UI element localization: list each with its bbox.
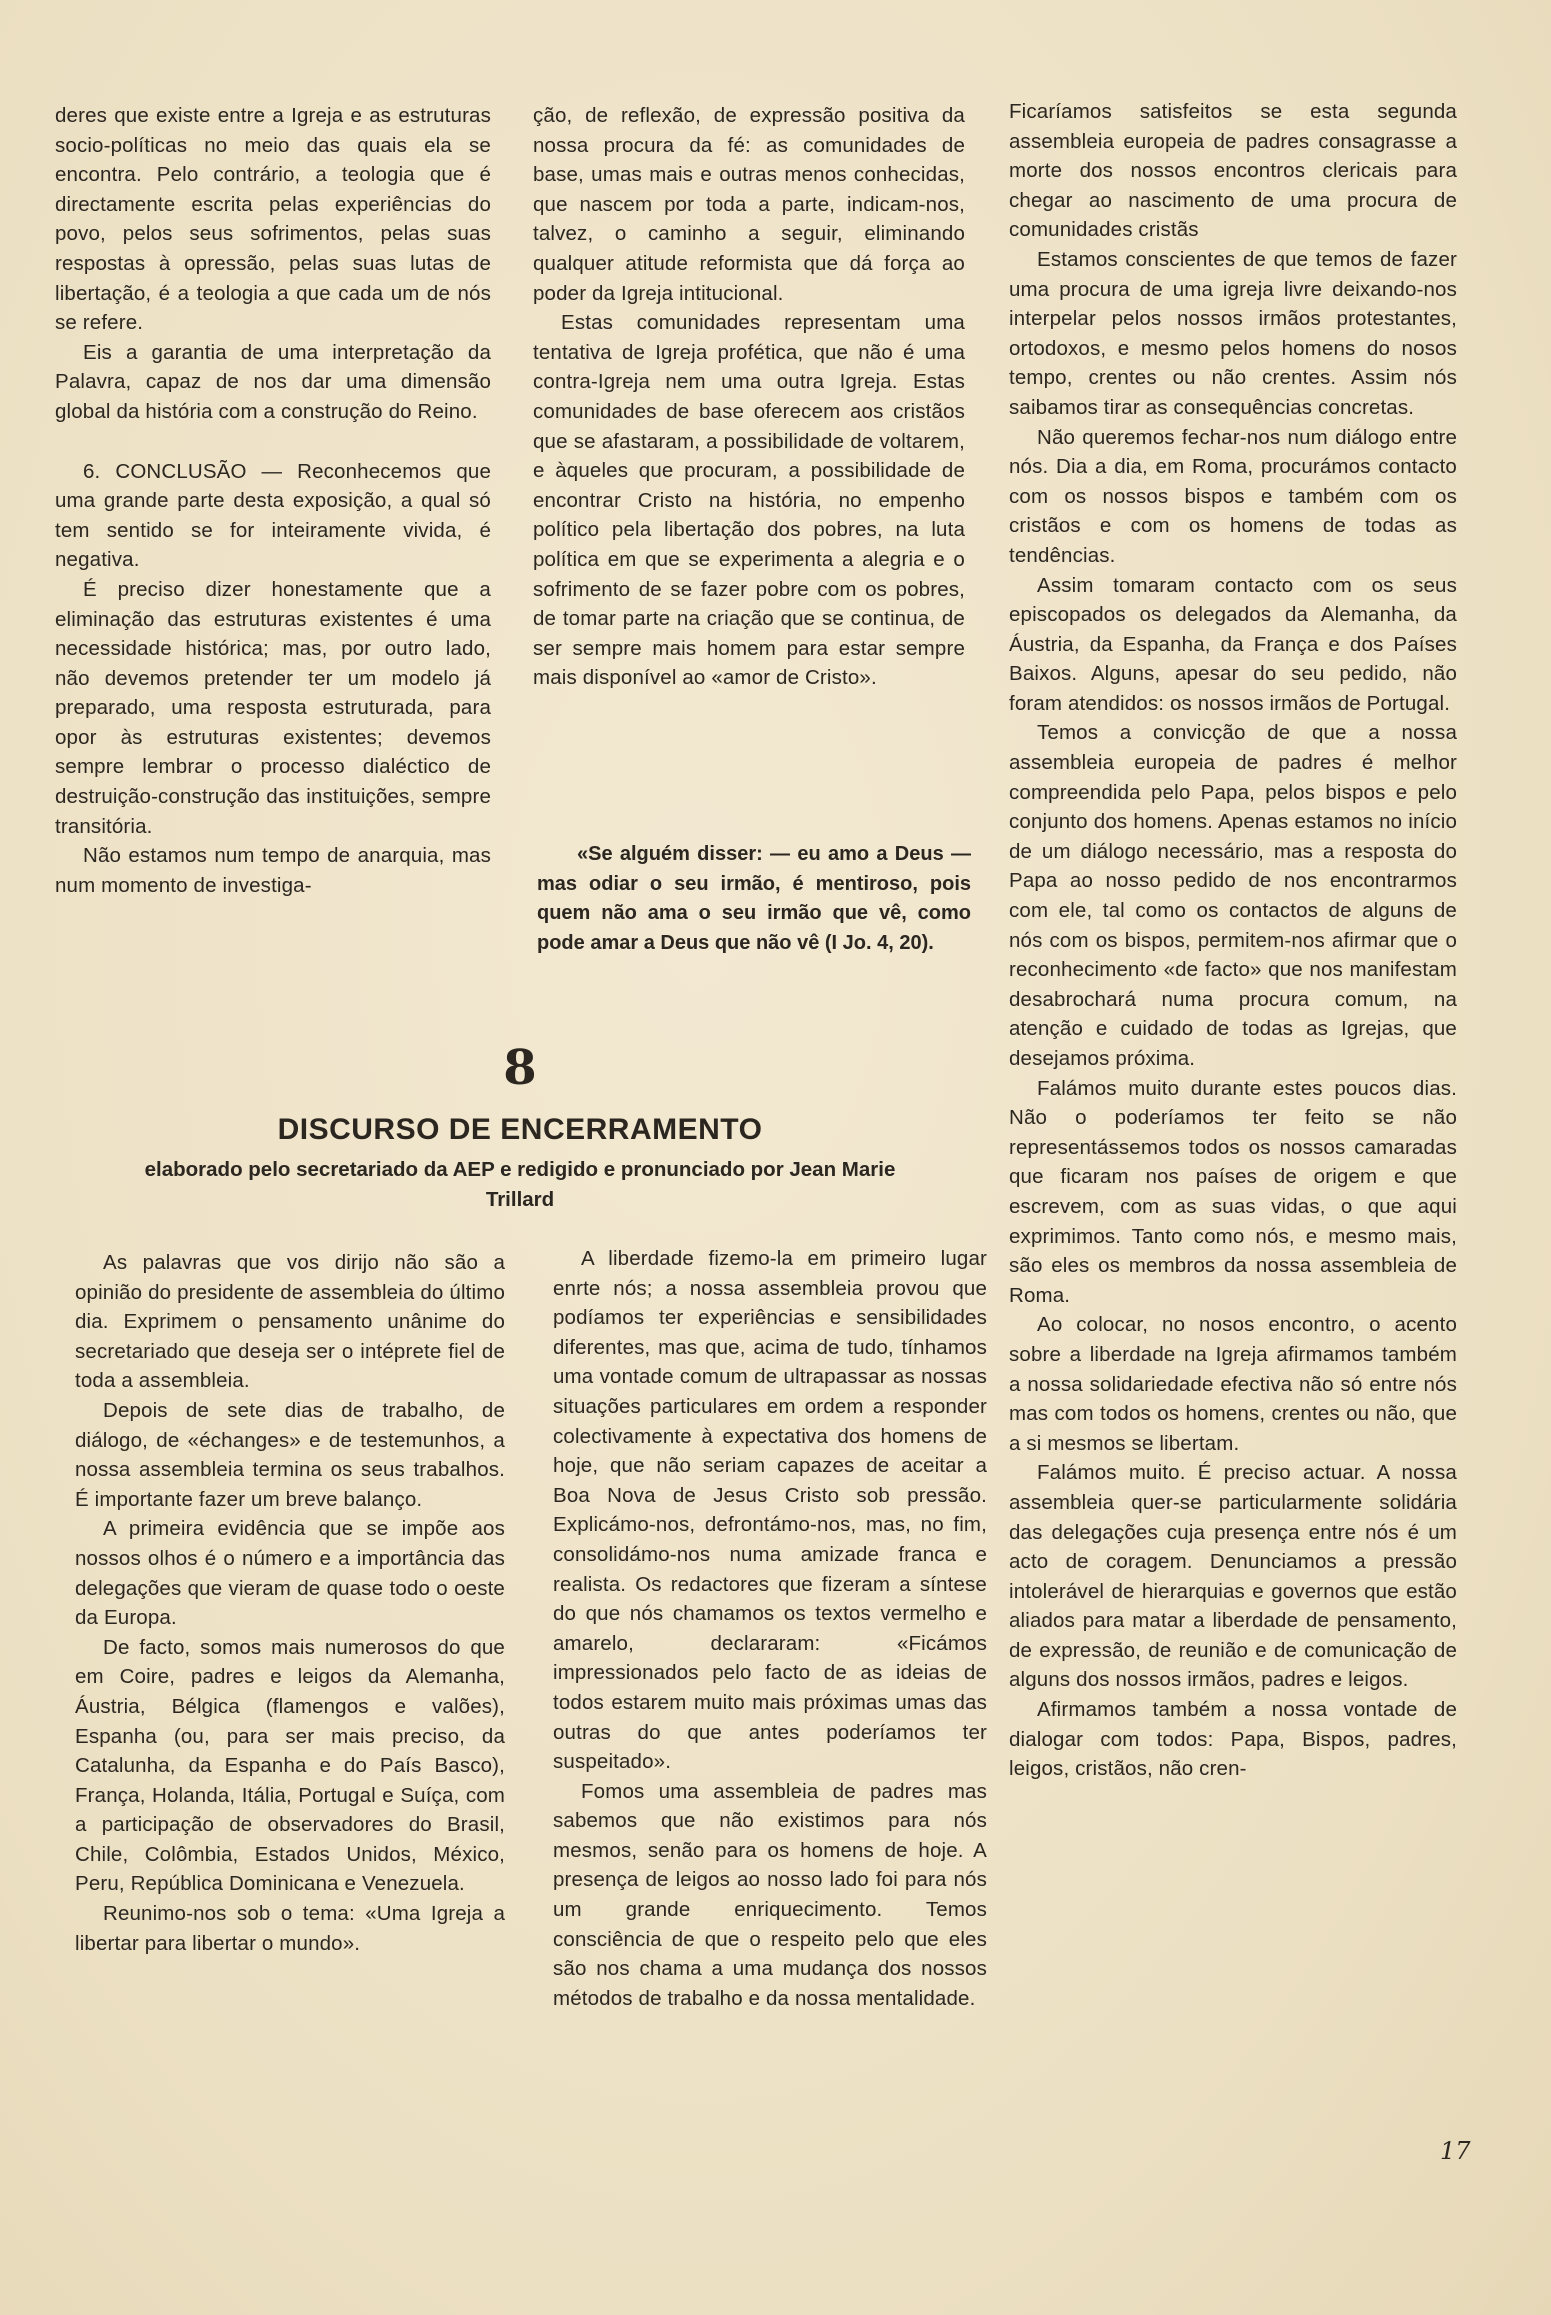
- paragraph: Ficaríamos satisfeitos se esta segunda assembleia europeia de padres consagrasse a morte dos nossos encontros clericais para chegar ao nascimento de uma procura de comunidades cristãs: [1009, 100, 1457, 242]
- conclusion-paragraph: 6. CONCLUSÃO — Reconhecemos que uma grande parte desta exposição, a qual só tem sentido se for inteiramente vivida, é negativa.: [55, 459, 491, 572]
- section-number: 8: [503, 1040, 537, 1096]
- paragraph: Assim tomaram contacto com os seus episcopados os delegados da Alemanha, da Áustria, da Espanha, da França e dos Países Baixos. Alguns, apesar do seu pedido, não foram atendidos: os nossos irmãos de Portugal.: [1009, 573, 1457, 715]
- paragraph: Temos a convicção de que a nossa assembleia europeia de padres é melhor compreendida pelo Papa, pelos bispos e pelo conjunto dos homens. Apenas estamos no início de um diálogo necessário, mas a resposta do Papa ao nosso pedido de nos encontrarmos com ele, tal como os contactos de alguns de nós com os bispos, permitem-nos afirmar que o reconhecimento «de facto» que nos manifestam desabrochará numa procura comum, na atenção e cuidado de todas as Igrejas, que desejamos próxima.: [1009, 721, 1457, 1070]
- paragraph: De facto, somos mais numerosos do que em Coire, padres e leigos da Alemanha, Áustria, Bélgica (flamengos e valões), Espanha (ou, para ser mais preciso, da Catalunha, da Espanha e do País Basco), França, Holanda, Itália, Portugal e Suíça, com a participação de observadores do Brasil, Chile, Colômbia, Estados Unidos, México, Peru, República Dominicana e Venezuela.: [75, 1635, 505, 1896]
- top-column-left: [55, 101, 491, 900]
- paragraph: A liberdade fizemo-la em primeiro lugar enrte nós; a nossa assembleia provou que podíamos ter experiências e sensibilidades diferentes, mas que, acima de tudo, tínhamos uma vontade comum de ultrapassar as nossas situações particulares em ordem a responder colectivamente à expectativa dos homens de hoje, que não seriam capazes de aceitar a Boa Nova de Jesus Cristo sob pressão. Explicámo-nos, defrontámo-nos, mas, no fim, consolidámo-nos numa amizade franca e realista. Os redactores que fizeram a síntese do que nós chamamos os textos vermelho e amarelo, declararam: «Ficámos impressionados pelo facto de as ideias de todos estarem muito mais próximas umas das outras do que antes poderíamos ter suspeitado».: [553, 1247, 987, 1774]
- paragraph: Estamos conscientes de que temos de fazer uma procura de uma igreja livre deixando-nos interpelar pelos nossos irmãos protestantes, ortodoxos, e mesmo pelos homens do nosos tempo, crentes ou não crentes. Assim nós saibamos tirar as consequências concretas.: [1009, 247, 1457, 419]
- paragraph: A primeira evidência que se impõe aos nossos olhos é o número e a importância das delegações que vieram de quase todo o oeste da Europa.: [75, 1517, 505, 1630]
- paragraph: Afirmamos também a nossa vontade de dialogar com todos: Papa, Bispos, padres, leigos, cristãos, não cren-: [1009, 1698, 1457, 1781]
- paragraph: Falámos muito durante estes poucos dias. Não o poderíamos ter feito se não representássemos todos os nossos camaradas que ficaram nos países de origem e que escrevem, com as suas vidas, o que aqui exprimimos. Tanto como nós, e mesmo mais, são eles os membros da nossa assembleia de Roma.: [1009, 1076, 1457, 1307]
- bible-quote: «Se alguém disser: — eu amo a Deus — mas odiar o seu irmão, é mentiroso, pois quem não ama o seu irmão que vê, como pode amar a Deus que não vê (I Jo. 4, 20).: [537, 843, 971, 954]
- paragraph: Falámos muito. É preciso actuar. A nossa assembleia quer-se particularmente solidária das delegações cuja presença entre nós é um acto de coragem. Denunciamos a pressão intolerável de hierarquias e governos que estão aliados para matar a liberdade de pensamento, de expressão, de reunião e de comunicação de alguns dos nossos irmãos, padres e leigos.: [1009, 1461, 1457, 1692]
- top-column-middle: [533, 101, 965, 693]
- paragraph: As palavras que vos dirijo não são a opinião do presidente de assembleia do último dia. Exprimem o pensamento unânime do secretariado que deseja ser o intéprete fiel de toda a assembleia.: [75, 1251, 505, 1393]
- paragraph: deres que existe entre a Igreja e as estruturas socio-políticas no meio das quais ela se encontra. Pelo contrário, a teologia que é directamente escrita pelas experiências do povo, pelos seus sofrimentos, pelas suas respostas à opressão, pelas suas lutas de libertação, é a teologia a que cada um de nós se refere.: [55, 104, 491, 335]
- paragraph: Depois de sete dias de trabalho, de diálogo, de «échanges» e de testemunhos, a nossa assembleia termina os seus trabalhos. É importante fazer um breve balanço.: [75, 1398, 505, 1511]
- paragraph: Reunimo-nos sob o tema: «Uma Igreja a libertar para libertar o mundo».: [75, 1902, 505, 1955]
- paragraph: Não queremos fechar-nos num diálogo entre nós. Dia a dia, em Roma, procurámos contacto com os nossos bispos e também com os cristãos e com os homens de todas as tendências.: [1009, 425, 1457, 567]
- paragraph: Não estamos num tempo de anarquia, mas num momento de investiga-: [55, 844, 491, 897]
- bottom-column-left: [75, 1248, 505, 1958]
- paragraph: Eis a garantia de uma interpretação da Palavra, capaz de nos dar uma dimensão global da história com a construção do Reino.: [55, 340, 491, 423]
- paragraph: Estas comunidades representam uma tentativa de Igreja profética, que não é uma contra-Igreja nem uma outra Igreja. Estas comunidades de base oferecem aos cristãos que se afastaram, a possibilidade de voltarem, e àqueles que procuram, a possibilidade de encontrar Cristo na história, no empenho político pela libertação dos pobres, na luta política em que se experimenta a alegria e o sofrimento de se fazer pobre com os pobres, de tomar parte na criação que se continua, de ser sempre mais homem para estar sempre mais disponível ao «amor de Cristo».: [533, 311, 965, 690]
- bottom-column-middle: [553, 1244, 987, 2013]
- paragraph: Ao colocar, no nosos encontro, o acento sobre a liberdade na Igreja afirmamos também a nossa solidariedade efectiva não só entre nós mas com todos os homens, crentes ou não, que a si mesmos se libertam.: [1009, 1313, 1457, 1455]
- section-title: DISCURSO DE ENCERRAMENTO: [277, 1113, 763, 1146]
- paragraph: ção, de reflexão, de expressão positiva da nossa procura da fé: as comunidades de base, umas mais e outras menos conhecidas, que nascem por toda a parte, indicam-nos, talvez, o caminho a seguir, eliminando qualquer atitude reformista que dá força ao poder da Igreja intitucional.: [533, 104, 965, 305]
- section-subtitle: elaborado pelo secretariado da AEP e redigido e pronunciado por Jean Marie Trillard: [144, 1158, 896, 1211]
- paragraph: É preciso dizer honestamente que a eliminação das estruturas existentes é uma necessidade histórica; mas, por outro lado, não devemos pretender ter um modelo já preparado, uma resposta estruturada, para opor às estruturas existentes; devemos sempre lembrar o processo dialéctico de destruição-construção das instituições, sempre transitória.: [55, 577, 491, 838]
- right-column: [1009, 97, 1457, 1784]
- page-number: 17: [1440, 2137, 1471, 2165]
- paragraph: Fomos uma assembleia de padres mas sabemos que não existimos para nós mesmos, senão para os homens de hoje. A presença de leigos ao nosso lado foi para nós um grande enriquecimento. Temos consciência de que o respeito pelo que eles são nos chama a uma mudança dos nossos métodos de trabalho e da nossa mentalidade.: [553, 1779, 987, 2010]
